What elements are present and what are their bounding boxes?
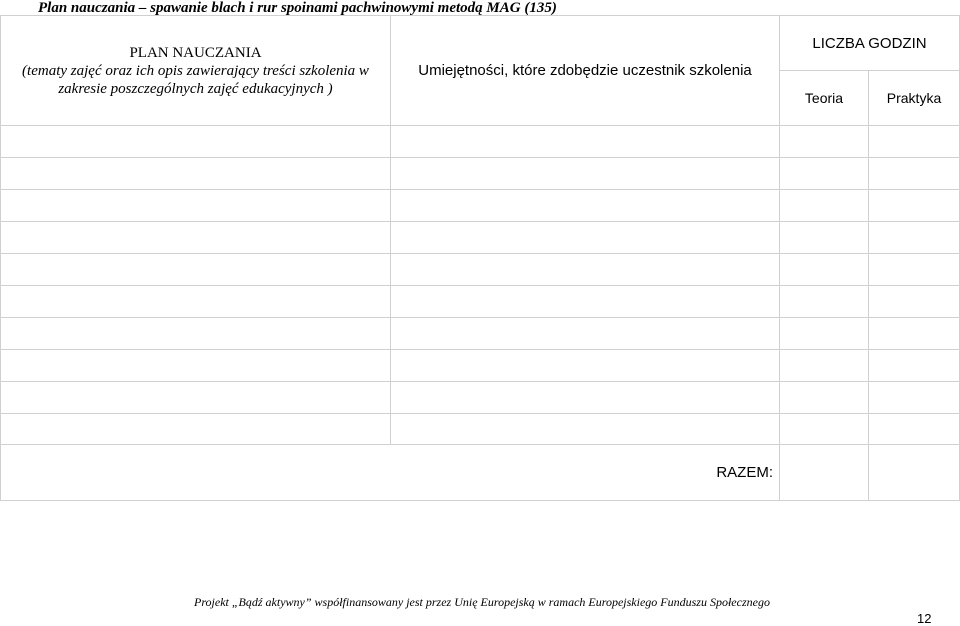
topic-cell[interactable] <box>1 414 391 445</box>
practice-hours-cell[interactable] <box>869 350 960 382</box>
curriculum-table <box>0 15 960 501</box>
header-row <box>1 16 960 71</box>
topic-cell[interactable] <box>1 382 391 414</box>
skills-cell[interactable] <box>391 222 780 254</box>
practice-total-cell[interactable] <box>869 445 960 501</box>
theory-header-cell: Teoria <box>780 71 869 126</box>
skills-cell[interactable] <box>391 318 780 350</box>
skills-cell[interactable] <box>391 158 780 190</box>
topic-cell[interactable] <box>1 126 391 158</box>
table-row <box>1 254 960 286</box>
skills-cell[interactable] <box>391 126 780 158</box>
hours-header-cell: LICZBA GODZIN <box>780 16 960 71</box>
theory-hours-cell[interactable] <box>780 190 869 222</box>
practice-header-cell: Praktyka <box>869 71 960 126</box>
skills-header-cell: Umiejętności, które zdobędzie uczestnik szkolenia <box>391 16 780 126</box>
skills-cell[interactable] <box>391 190 780 222</box>
skills-cell[interactable] <box>391 286 780 318</box>
topics-header-subtitle: (tematy zajęć oraz ich opis zawierający treści szkolenia w zakresie poszczególnych zajęć edukacyjnych ) <box>22 62 369 97</box>
practice-hours-cell[interactable] <box>869 222 960 254</box>
topics-header-title: PLAN NAUCZANIA <box>129 44 262 61</box>
practice-hours-cell[interactable] <box>869 382 960 414</box>
page-number: 12 <box>917 611 932 626</box>
theory-hours-cell[interactable] <box>780 350 869 382</box>
skills-cell[interactable] <box>391 414 780 445</box>
theory-hours-cell[interactable] <box>780 286 869 318</box>
table-row <box>1 158 960 190</box>
topic-cell[interactable] <box>1 222 391 254</box>
table-row <box>1 126 960 158</box>
practice-hours-cell[interactable] <box>869 190 960 222</box>
theory-hours-cell[interactable] <box>780 158 869 190</box>
skills-cell[interactable] <box>391 350 780 382</box>
document-title: Plan nauczania – spawanie blach i rur spoinami pachwinowymi metodą MAG (135) <box>38 0 557 16</box>
practice-hours-cell[interactable] <box>869 286 960 318</box>
topics-header-cell <box>1 16 391 126</box>
skills-cell[interactable] <box>391 382 780 414</box>
table-row <box>1 350 960 382</box>
table-row <box>1 286 960 318</box>
practice-hours-cell[interactable] <box>869 414 960 445</box>
theory-hours-cell[interactable] <box>780 318 869 350</box>
topic-cell[interactable] <box>1 318 391 350</box>
topic-cell[interactable] <box>1 254 391 286</box>
skills-cell[interactable] <box>391 254 780 286</box>
theory-hours-cell[interactable] <box>780 222 869 254</box>
topic-cell[interactable] <box>1 158 391 190</box>
theory-hours-cell[interactable] <box>780 414 869 445</box>
footer-note: Projekt „Bądź aktywny” współfinansowany jest przez Unię Europejską w ramach Europejskiego Funduszu Społecznego <box>194 595 770 609</box>
topic-cell[interactable] <box>1 350 391 382</box>
practice-hours-cell[interactable] <box>869 318 960 350</box>
practice-hours-cell[interactable] <box>869 126 960 158</box>
theory-hours-cell[interactable] <box>780 382 869 414</box>
total-row <box>1 445 960 501</box>
theory-total-cell[interactable] <box>780 445 869 501</box>
table-row <box>1 414 960 445</box>
theory-hours-cell[interactable] <box>780 126 869 158</box>
topic-cell[interactable] <box>1 286 391 318</box>
topic-cell[interactable] <box>1 190 391 222</box>
practice-hours-cell[interactable] <box>869 158 960 190</box>
table-row <box>1 382 960 414</box>
theory-hours-cell[interactable] <box>780 254 869 286</box>
practice-hours-cell[interactable] <box>869 254 960 286</box>
total-label: RAZEM: <box>1 445 780 501</box>
table-row <box>1 190 960 222</box>
table-row <box>1 318 960 350</box>
table-row <box>1 222 960 254</box>
